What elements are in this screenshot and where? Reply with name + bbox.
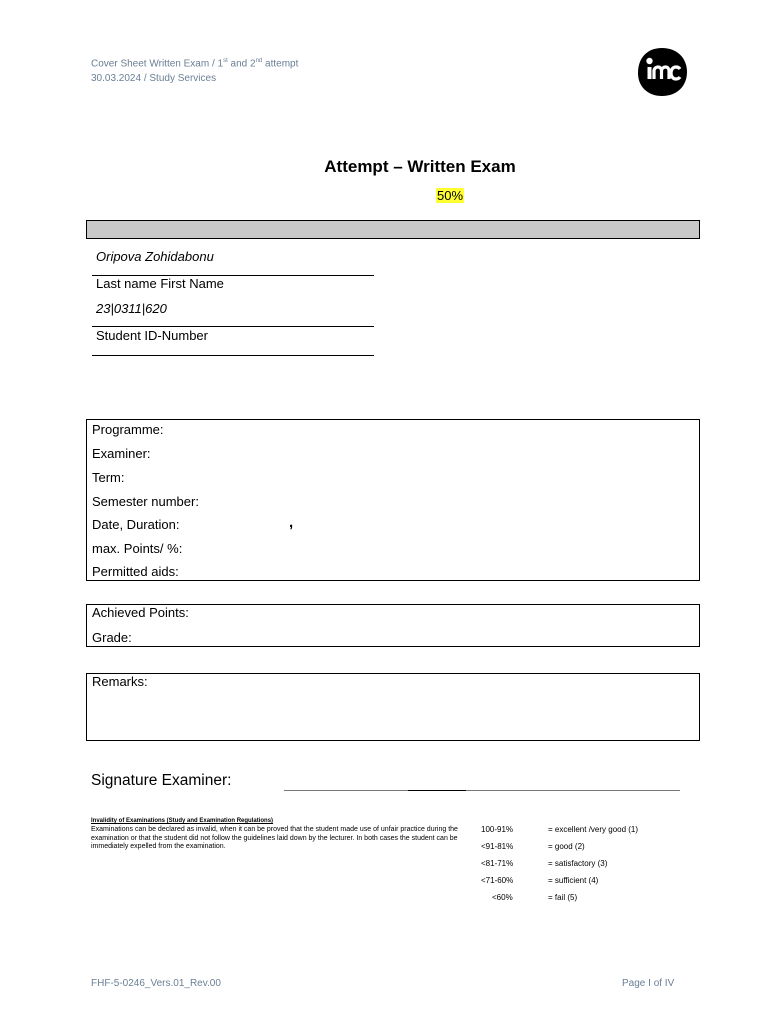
header-doc-title: Cover Sheet Written Exam / 1st and 2nd attempt (91, 58, 299, 70)
permitted-aids-label: Permitted aids: (92, 564, 179, 579)
grade-description: = good (2) (548, 842, 585, 851)
achieved-points-label: Achieved Points: (92, 605, 189, 620)
student-id-label: Student ID-Number (96, 328, 208, 343)
grade-description: = fail (5) (548, 893, 578, 902)
signature-line (284, 790, 680, 791)
footer-doc-code: FHF-5-0246_Vers.01_Rev.00 (91, 978, 221, 989)
invalidity-title: Invalidity of Examinations (Study and Examination Regulations) (91, 818, 274, 824)
term-label: Term: (92, 470, 125, 485)
signature-line-dark-segment (408, 790, 466, 791)
date-duration-comma: , (289, 514, 294, 531)
grey-header-bar (86, 220, 700, 239)
student-name-label: Last name First Name (96, 276, 224, 291)
grade-label: Grade: (92, 630, 132, 645)
examiner-label: Examiner: (92, 446, 151, 461)
remarks-box (86, 673, 700, 741)
imc-logo (637, 47, 688, 97)
programme-label: Programme: (92, 422, 164, 437)
invalidity-text: Examinations can be declared as invalid, when it can be proved that the student made use of unfair practice during the examination or that the student did not follow the guidelines laid down by the lecturer. In both cases the student can be immediately expelled from the examination. (91, 826, 458, 850)
date-duration-label: Date, Duration: (92, 517, 180, 532)
grade-range: <60% (492, 893, 513, 902)
student-id-value: 23|0311|620 (96, 301, 167, 316)
page-title: Attempt – Written Exam (324, 157, 516, 176)
id-bottom-rule (92, 355, 374, 356)
student-name-value: Oripova Zohidabonu (96, 249, 214, 264)
grade-description: = excellent /very good (1) (548, 825, 639, 834)
signature-examiner-label: Signature Examiner: (91, 772, 232, 789)
semester-number-label: Semester number: (92, 494, 199, 509)
grade-range: <81-71% (481, 859, 514, 868)
grade-range: <71-60% (481, 876, 514, 885)
grade-range: 100-91% (481, 825, 514, 834)
grade-range: <91-81% (481, 842, 514, 851)
results-box (86, 604, 700, 647)
exam-details-box (86, 419, 700, 581)
header-date-department: 30.03.2024 / Study Services (91, 73, 217, 84)
footer-page-number: Page I of IV (622, 978, 675, 989)
max-points-label: max. Points/ %: (92, 541, 183, 556)
remarks-label: Remarks: (92, 674, 148, 689)
id-underline (92, 326, 374, 327)
percent-highlight: 50% (437, 188, 464, 203)
grade-description: = satisfactory (3) (548, 859, 608, 868)
grade-description: = sufficient (4) (548, 876, 599, 885)
